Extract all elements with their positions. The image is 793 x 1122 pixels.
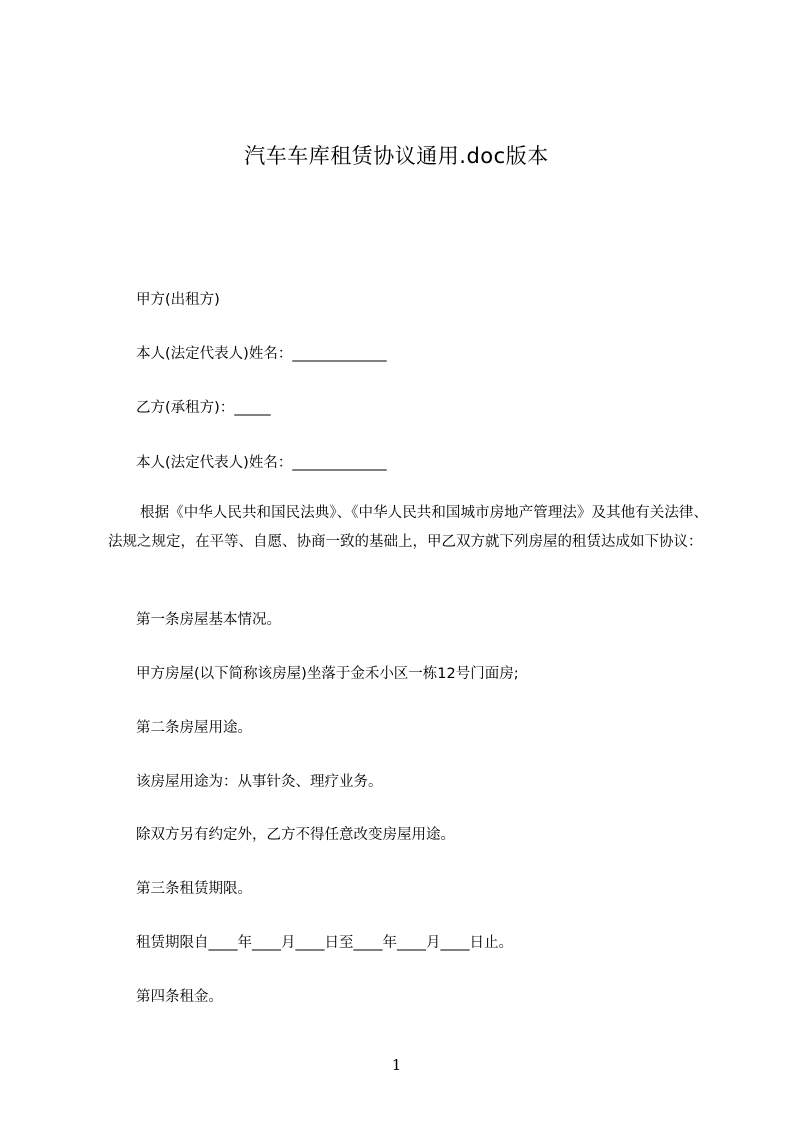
article-3-heading: 第三条租赁期限。 (136, 881, 252, 897)
document-title: 汽车车库租赁协议通用.doc版本 (244, 144, 549, 168)
article-4-heading: 第四条租金。 (136, 989, 223, 1005)
article-1-heading: 第一条房屋基本情况。 (136, 612, 281, 628)
party-b-representative-name: 本人(法定代表人)姓名：_____________ (136, 455, 387, 471)
party-a-representative-name: 本人(法定代表人)姓名：_____________ (136, 346, 387, 362)
article-2-heading: 第二条房屋用途。 (136, 720, 252, 736)
article-2-restriction: 除双方另有约定外，乙方不得任意改变房屋用途。 (136, 827, 455, 843)
legal-basis-paragraph: 根据《中华人民共和国民法典》、《中华人民共和国城市房地产管理法》及其他有关法律、法规之规定，在平等、自愿、协商一致的基础上，甲乙双方就下列房屋的租赁达成如下协议： (108, 505, 708, 550)
article-2-content: 该房屋用途为：从事针灸、理疗业务。 (136, 774, 383, 790)
article-3-content: 租赁期限自____年____月____日至____年____月____日止。 (136, 935, 513, 951)
party-a-heading: 甲方(出租方) (136, 292, 220, 308)
page-number: 1 (391, 1056, 402, 1074)
party-b-heading: 乙方(承租方)：_____ (136, 400, 271, 416)
article-1-content: 甲方房屋(以下简称该房屋)坐落于金禾小区一栋12号门面房; (136, 666, 519, 682)
